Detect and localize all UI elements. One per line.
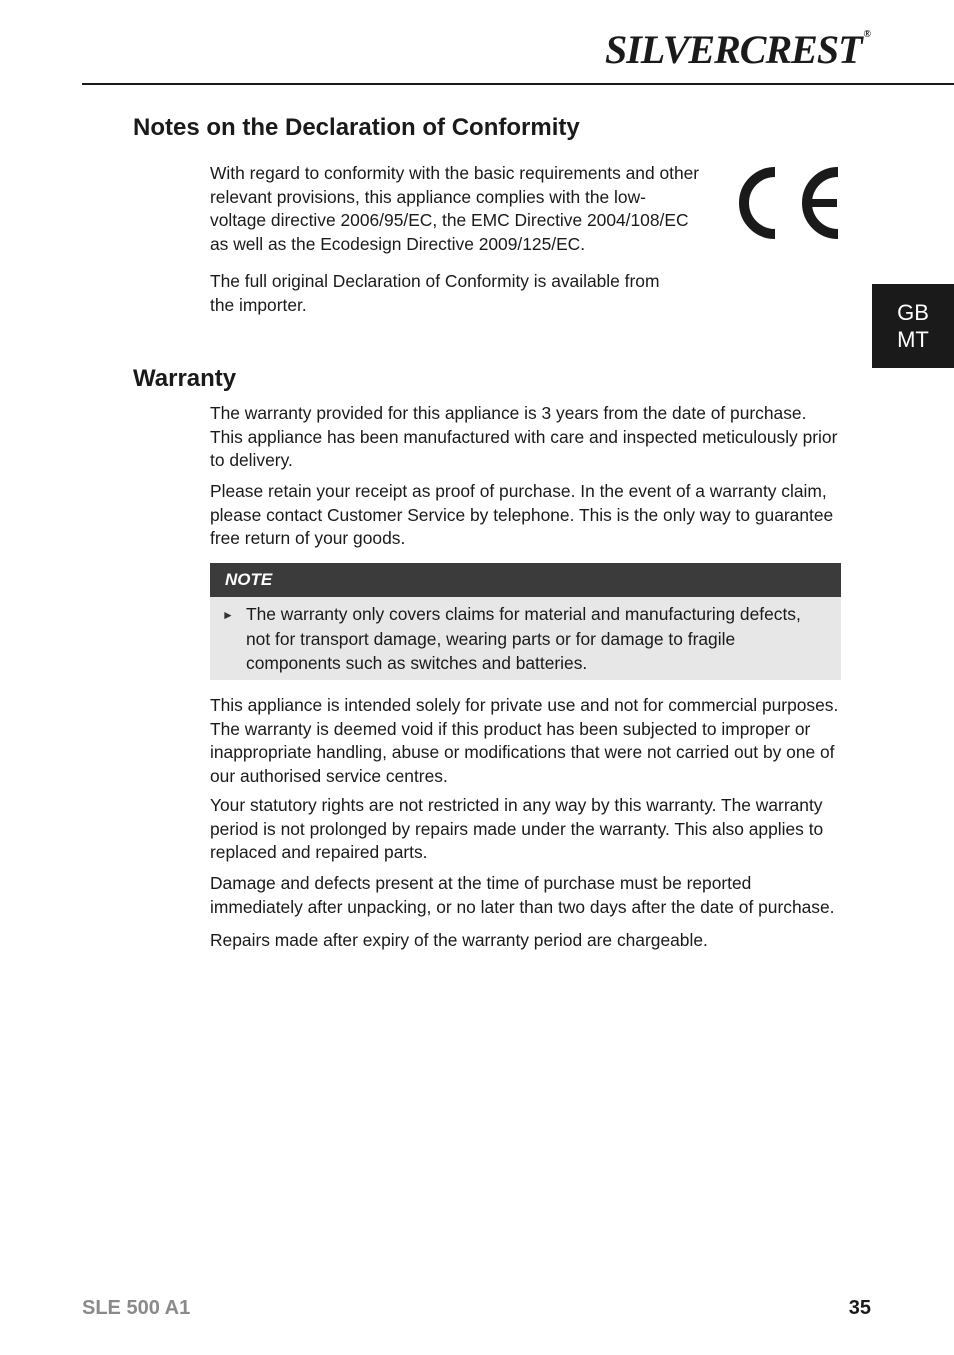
language-tab-mt: MT — [897, 327, 929, 352]
header-rule — [82, 83, 954, 85]
brand-logo — [604, 27, 870, 72]
language-tab-gb: GB — [897, 300, 929, 325]
conformity-paragraph-2: The full original Declaration of Conformity is available from the importer. — [210, 271, 660, 315]
note-text: The warranty only covers claims for material and manufacturing defects, not for transport damage, wearing parts or for damage to fragile components such as switches and batteries. — [246, 604, 801, 673]
warranty-paragraph-4: Your statutory rights are not restricted in any way by this warranty. The warranty period is not prolonged by repairs made under the warranty. This also applies to replaced and repaired parts. — [210, 795, 824, 862]
conformity-heading: Notes on the Declaration of Conformity — [133, 114, 580, 141]
language-tab — [872, 284, 954, 368]
page-number: 35 — [848, 1297, 871, 1319]
triangle-right-icon: ► — [222, 608, 234, 622]
note-box — [210, 563, 841, 680]
warranty-paragraph-5: Damage and defects present at the time of purchase must be reported immediately after unpacking, or no later than two days after the date of purchase. — [210, 873, 835, 917]
footer-model: SLE 500 A1 — [82, 1297, 191, 1319]
conformity-paragraph-1: With regard to conformity with the basic requirements and other relevant provisions, this appliance complies with the low-voltage directive 2006/95/EC, the EMC Directive 2004/108/EC as well as the Ecodesign Directive 2009/125/EC. — [210, 163, 700, 254]
warranty-heading: Warranty — [133, 365, 237, 392]
warranty-paragraph-2: Please retain your receipt as proof of purchase. In the event of a warranty claim, please contact Customer Service by telephone. This is the only way to guarantee free return of your goods. — [210, 481, 834, 548]
warranty-paragraph-1: The warranty provided for this appliance is 3 years from the date of purchase. This appliance has been manufactured with care and inspected meticulously prior to delivery. — [210, 403, 838, 470]
warranty-paragraph-3: This appliance is intended solely for private use and not for commercial purposes. The warranty is deemed void if this product has been subjected to improper or inappropriate handling, abuse or modifications that were not carried out by one of our authorised service centres. — [210, 695, 839, 786]
registered-mark: ® — [863, 29, 870, 40]
ce-mark-icon — [737, 165, 843, 241]
note-title: NOTE — [210, 563, 841, 597]
warranty-paragraph-6: Repairs made after expiry of the warranty period are chargeable. — [210, 930, 708, 950]
note-item — [210, 597, 841, 676]
brand-name: SILVERCREST — [604, 27, 862, 72]
